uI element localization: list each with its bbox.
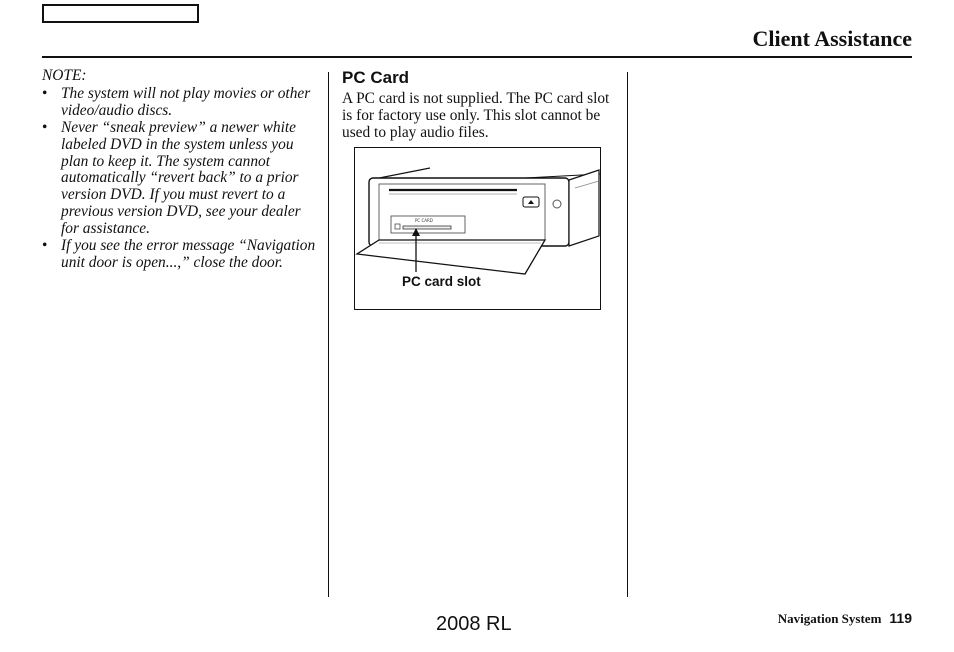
section-title: Client Assistance (752, 26, 912, 51)
pc-card-heading: PC Card (342, 68, 410, 87)
note-list (42, 86, 317, 272)
bullet-glyph: • (42, 84, 48, 102)
device-pc-card-text: PC CARD (415, 218, 433, 223)
note-item-text: The system will not play movies or other video/audio discs. (61, 84, 311, 119)
bullet-glyph: • (42, 237, 48, 255)
pc-card-figure (354, 147, 601, 310)
footer-navigation (778, 610, 912, 627)
pc-card-slot-label: PC card slot (402, 274, 481, 289)
header-tab-box (42, 4, 199, 23)
column-divider-right (627, 72, 628, 597)
note-item-text: Never “sneak preview” a newer white labeled DVD in the system unless you plan to keep it. The system cannot automatically “revert back” to a prior version DVD. If you must revert to a previous version DVD, see your dealer for assistance. (61, 118, 301, 238)
note-section (42, 68, 317, 272)
header-rule (42, 56, 912, 58)
footer-nav-label: Navigation System (777, 611, 882, 626)
column-divider-left (328, 72, 329, 597)
bullet-glyph: • (42, 118, 48, 136)
note-item (42, 120, 317, 238)
note-item-text: If you see the error message “Navigation unit door is open...,” close the door. (61, 237, 316, 271)
footer-model-year: 2008 RL (436, 613, 512, 635)
note-title: NOTE: (42, 67, 87, 84)
note-item (42, 86, 317, 120)
pc-card-body: A PC card is not supplied. The PC card slot is for factory use only. This slot cannot be used to play audio files. (342, 90, 610, 141)
note-item (42, 238, 317, 272)
page-number: 119 (889, 610, 912, 626)
